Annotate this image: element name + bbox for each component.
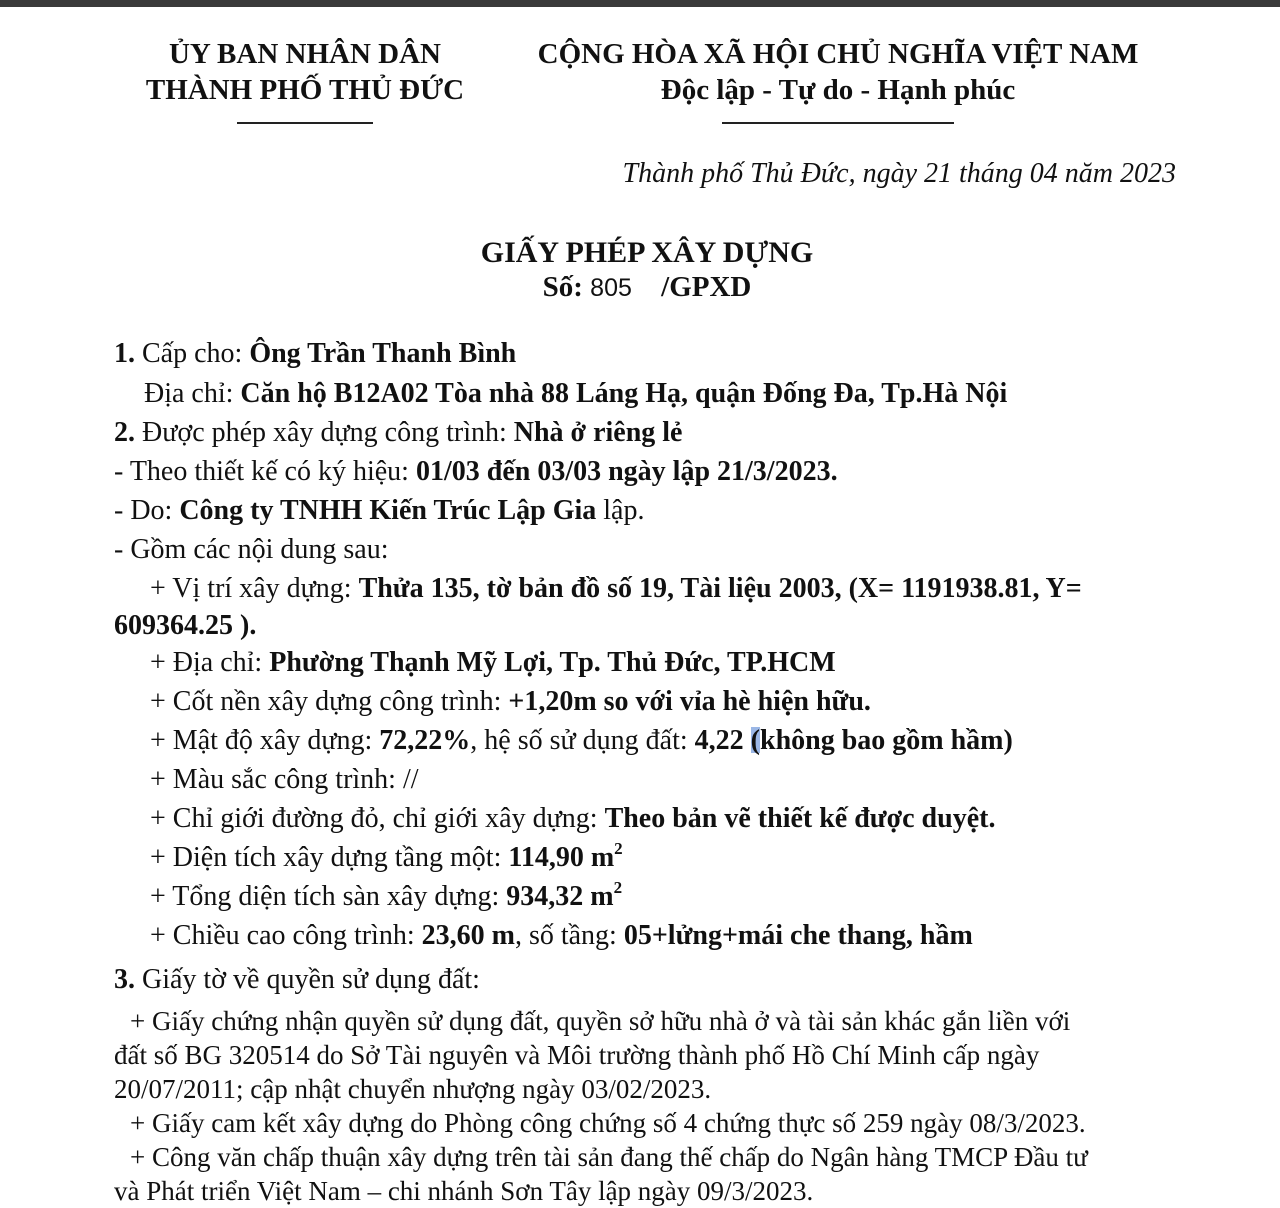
ground-area-label: + Diện tích xây dựng tầng một:: [150, 842, 502, 873]
boundary-value: Theo bản vẽ thiết kế được duyệt.: [604, 803, 996, 834]
authority-line-2: THÀNH PHỐ THỦ ĐỨC: [145, 74, 465, 106]
number-value: 805: [590, 274, 632, 302]
section-1-num: 1.: [114, 338, 135, 369]
floor-area-unit-sup: 2: [613, 878, 623, 897]
number-suffix: /GPXD: [661, 271, 752, 303]
site-address-label: + Địa chỉ:: [150, 647, 263, 678]
number-prefix: Số:: [542, 271, 583, 303]
foundation-label: + Cốt nền xây dựng công trình:: [150, 686, 502, 717]
issue-date: Thành phố Thủ Đức, ngày 21 tháng 04 năm 2023: [622, 158, 1176, 189]
ratio-label: , hệ số sử dụng đất:: [470, 725, 688, 756]
section-3-num: 3.: [114, 964, 135, 995]
bank-approval-line-2: và Phát triển Việt Nam – chi nhánh Sơn Tây lập ngày 09/3/2023.: [114, 1176, 814, 1206]
color-line: + Màu sắc công trình: //: [150, 764, 419, 795]
density-label: + Mật độ xây dựng:: [150, 725, 373, 756]
location-label: + Vị trí xây dựng:: [150, 573, 352, 604]
type-label: Được phép xây dựng công trình:: [142, 417, 507, 448]
land-cert-line-3: 20/07/2011; cập nhật chuyển nhượng ngày 03/02/2023.: [114, 1074, 712, 1104]
section-2-num: 2.: [114, 417, 135, 448]
design-line: [114, 455, 838, 489]
floor-area-label: + Tổng diện tích sàn xây dựng:: [150, 881, 500, 912]
design-value: 01/03 đến 03/03 ngày lập 21/3/2023.: [415, 456, 838, 487]
ground-area-unit-sup: 2: [614, 839, 623, 858]
national-motto: [538, 36, 1139, 108]
height-value: 23,60 m: [421, 920, 515, 951]
location-line: [150, 572, 1082, 606]
floor-area-line: [150, 880, 622, 914]
ground-area-line: [150, 841, 623, 875]
height-label: + Chiều cao công trình:: [150, 920, 415, 951]
boundary-line: [150, 802, 995, 836]
section-3-label: Giấy tờ về quyền sử dụng đất:: [142, 964, 480, 995]
ground-area-value: 114,90 m: [508, 842, 615, 873]
floors-label: , số tầng:: [514, 920, 617, 951]
section-1-recipient: [114, 337, 516, 371]
designer-value: Công ty TNHH Kiến Trúc Lập Gia: [179, 495, 597, 526]
document-title: GIẤY PHÉP XÂY DỰNG: [480, 236, 814, 269]
section-3-heading: [114, 963, 480, 997]
motto: Độc lập - Tự do - Hạnh phúc: [660, 74, 1016, 106]
bank-approval-line-1: + Công văn chấp thuận xây dựng trên tài sản đang thế chấp do Ngân hàng TMCP Đầu tư: [130, 1142, 1088, 1172]
recipient-name: Ông Trần Thanh Bình: [249, 338, 517, 369]
boundary-label: + Chỉ giới đường đỏ, chỉ giới xây dựng:: [150, 803, 598, 834]
floors-value: 05+lửng+mái che thang, hầm: [623, 920, 973, 951]
section-1-address: [144, 377, 1007, 411]
location-value-cont: 609364.25 ).: [114, 610, 257, 641]
permit-number: [543, 271, 752, 304]
designer-label: - Do:: [114, 495, 173, 526]
commitment-line: + Giấy cam kết xây dựng do Phòng công chứng số 4 chứng thực số 259 ngày 08/3/2023.: [130, 1108, 1086, 1138]
contents-label: - Gồm các nội dung sau:: [114, 534, 389, 565]
design-label: - Theo thiết kế có ký hiệu:: [114, 456, 409, 487]
section-2-type: [114, 416, 682, 450]
window-top-bar: [0, 0, 1280, 7]
land-cert-line-2: đất số BG 320514 do Sở Tài nguyên và Môi trường thành phố Hồ Chí Minh cấp ngày: [114, 1040, 1040, 1070]
authority-line-1: ỦY BAN NHÂN DÂN: [168, 38, 441, 70]
floor-area-value: 934,32 m: [506, 881, 614, 912]
motto-underline: [722, 122, 954, 124]
address-value: Căn hộ B12A02 Tòa nhà 88 Láng Hạ, quận Đống Đa, Tp.Hà Nội: [240, 378, 1008, 409]
issuing-authority: [146, 36, 464, 108]
type-value: Nhà ở riêng lẻ: [513, 417, 683, 448]
land-cert-line-1: + Giấy chứng nhận quyền sử dụng đất, quyền sở hữu nhà ở và tài sản khác gắn liền với: [130, 1006, 1071, 1036]
ratio-value: 4,22: [694, 725, 744, 756]
site-address-line: [150, 646, 836, 680]
designer-line: [114, 494, 645, 528]
foundation-line: [150, 685, 871, 719]
density-line: [150, 724, 1013, 758]
nation-name: CỘNG HÒA XÃ HỘI CHỦ NGHĨA VIỆT NAM: [537, 38, 1139, 70]
ratio-note: (không bao gồm hầm): [750, 725, 1013, 756]
designer-suffix: lập.: [603, 495, 645, 526]
recipient-label: Cấp cho:: [142, 338, 243, 369]
density-value: 72,22%: [379, 725, 471, 756]
site-address-value: Phường Thạnh Mỹ Lợi, Tp. Thủ Đức, TP.HCM: [269, 647, 836, 678]
location-value: Thửa 135, tờ bản đồ số 19, Tài liệu 2003, (X= 1191938.81, Y=: [358, 573, 1082, 604]
address-label: Địa chỉ:: [144, 378, 234, 409]
height-line: [150, 919, 973, 953]
authority-underline: [237, 122, 373, 124]
foundation-value: +1,20m so với vỉa hè hiện hữu.: [508, 686, 871, 717]
